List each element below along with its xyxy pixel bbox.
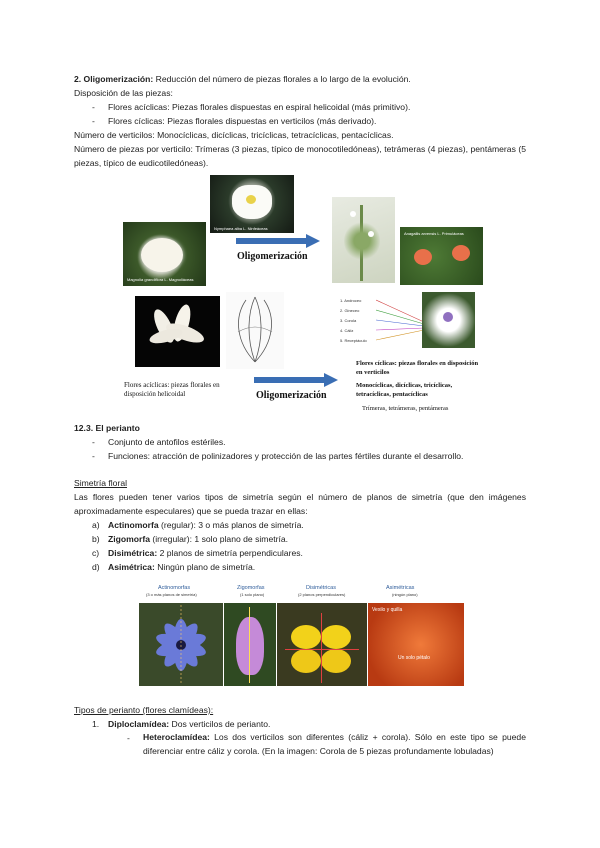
symmetry-sublabel: (3 o más planos de simetría)	[146, 592, 197, 597]
simetria-item-asimetrica: Asimétrica: Ningún plano de simetría.	[108, 562, 256, 572]
symmetry-sublabel: (ningún plano)	[392, 592, 418, 597]
bullet-dash: -	[92, 451, 95, 461]
piezas-text: Número de piezas por verticilo: Trímeras (3 piezas, típico de monocotiledóneas), tetrámeras (4 piezas), pentámeras (5 piezas, típico de eudicotiledóneas).	[74, 144, 526, 168]
symmetry-label: Zigomorfas	[237, 585, 265, 591]
verticilos-text: Número de verticilos: Monocíclicas, dicíclicas, tricíclicas, tetracíclicas, pentacíclicas.	[74, 130, 394, 140]
bullet-dash: -	[127, 733, 130, 743]
disimetrica-photo	[277, 603, 367, 686]
arrow-right-icon	[236, 234, 320, 248]
asimetrica-photo-text2: Vexilo y quilla	[372, 607, 403, 613]
zigomorfa-photo	[224, 603, 276, 686]
tipos-heading: Tipos de perianto (flores clamídeas):	[74, 705, 214, 715]
perianto-heading: 12.3. El perianto	[74, 423, 140, 433]
list-letter: b)	[92, 534, 100, 544]
diagram-label: 1. Androceo	[340, 298, 362, 303]
asimetrica-photo	[368, 603, 464, 686]
symmetry-sublabel: (1 solo plano)	[240, 592, 265, 597]
bullet-ciclicas: Flores cíclicas: Piezas florales dispuestas en verticilos (más derivado).	[108, 116, 377, 126]
simetria-heading: Simetría floral	[74, 478, 128, 488]
oligo-arrow-label-top: Oligomerización	[237, 251, 308, 262]
disposition-label: Disposición de las piezas:	[74, 88, 173, 98]
symmetry-label: Disimétricas	[306, 585, 336, 591]
diagram-label: 2. Gineceo	[340, 308, 360, 313]
simetria-item-zigomorfa: Zigomorfa (irregular): 1 solo plano de simetría.	[108, 534, 289, 544]
bullet-dash: -	[92, 437, 95, 447]
bullet-dash: -	[92, 102, 95, 112]
diagram-label: 4. Cáliz	[340, 328, 354, 333]
diagram-label: 5. Receptáculo	[340, 338, 367, 343]
simetria-intro: Las flores pueden tener varios tipos de simetría según el número de planos de simetría (que den imágenes aproximadamente especulares) que se pueda trazar en ellas:	[74, 492, 526, 516]
magnolia-photo	[123, 222, 206, 286]
ciclicas-caption: Flores cíclicas: piezas florales en disposición en verticilos	[356, 360, 479, 376]
aciclicas-caption: Flores acíclicas: piezas florales en disposición helicoidal	[124, 381, 220, 398]
oligomerization-heading: 2. Oligomerización: Reducción del número de piezas florales a lo largo de la evolución.	[74, 74, 411, 84]
bullet-aciclicas: Flores acíclicas: Piezas florales dispuestas en espiral helicoidal (más primitivo).	[108, 102, 411, 112]
symmetry-sublabel: (2 planos perpendiculares)	[298, 592, 346, 597]
simetria-item-disimetrica: Disimétrica: 2 planos de simetría perpendiculares.	[108, 548, 303, 558]
list-number: 1.	[92, 719, 100, 729]
heteroclamidea-item: Heteroclamídea: Los dos verticilos son diferentes (cáliz + corola). Sólo en este tipo se puede diferenciar entre cáliz y corola. (En la imagen: Corola de 5 piezas profundamente lobuladas)	[143, 732, 526, 756]
nymphaea-photo	[210, 175, 294, 233]
symmetry-label: Actinomorfas	[158, 585, 191, 591]
numero-caption: Trímeras, tetrámeras, pentámeras	[362, 405, 449, 412]
actinomorfa-photo	[139, 603, 223, 686]
anagallis-caption: Anagallis arvensis L. Primuláceas	[404, 231, 464, 236]
cyclic-flower-photo	[422, 292, 475, 348]
arrow-right-icon	[254, 373, 338, 387]
diagram-label: 3. Corola	[340, 318, 357, 323]
nymphaea-caption: Nymphaea alba L. Ninfeáceas	[214, 226, 268, 231]
list-letter: d)	[92, 562, 100, 572]
simetria-item-actinomorfa: Actinomorfa (regular): 3 o más planos de simetría.	[108, 520, 304, 530]
flower-drawing	[226, 292, 284, 369]
bullet-dash: -	[92, 116, 95, 126]
verticilos-caption: Monocíclicas, dicíclicas, tricíclicas, tetracíclicas, pentacíclicas	[356, 382, 453, 398]
asimetrica-photo-text: Un solo pétalo	[398, 655, 430, 661]
magnolia-caption: Magnolia grandiflora L. Magnoliáceas	[127, 277, 194, 282]
perianto-bullet-1: Conjunto de antofilos estériles.	[108, 437, 226, 447]
perianto-bullet-2: Funciones: atracción de polinizadores y protección de las partes fértiles durante el desarrollo.	[108, 451, 464, 461]
symmetry-label: Asimétricas	[386, 585, 415, 591]
list-letter: a)	[92, 520, 100, 530]
oligo-arrow-label-bottom: Oligomerización	[256, 390, 327, 401]
anagallis-photo	[400, 227, 483, 285]
acyclic-flower-photo	[135, 296, 220, 367]
list-letter: c)	[92, 548, 100, 558]
diploclamidea-item: Diploclamídea: Dos verticilos de perianto.	[108, 719, 271, 729]
plant-photo	[332, 197, 395, 283]
